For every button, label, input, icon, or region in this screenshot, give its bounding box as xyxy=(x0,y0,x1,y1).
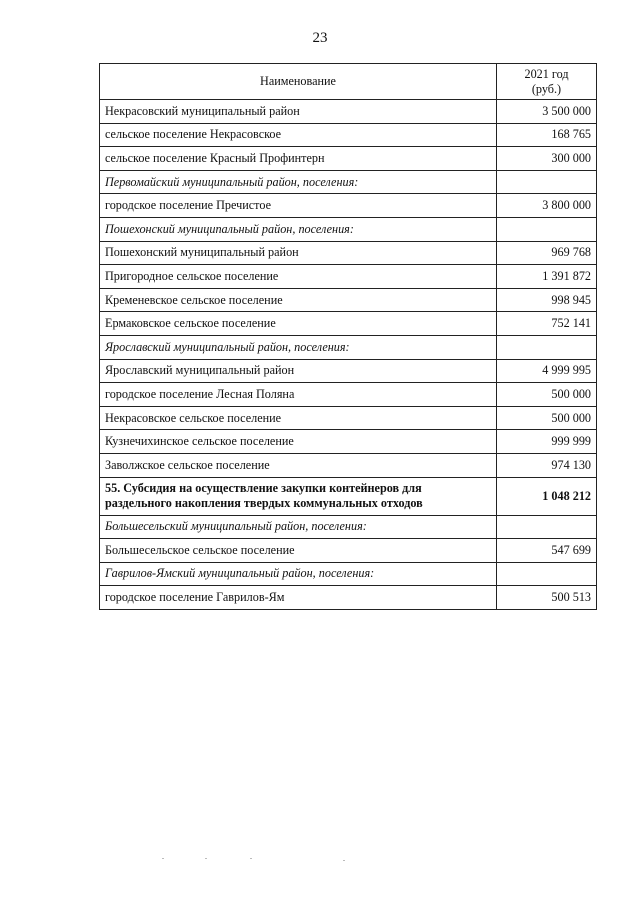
row-value: 1 391 872 xyxy=(497,265,597,289)
row-value: 300 000 xyxy=(497,147,597,171)
page-number: 23 xyxy=(312,30,328,46)
scan-speck xyxy=(162,858,164,859)
group-header-row xyxy=(100,515,597,539)
group-name: Первомайский муниципальный район, поселения: xyxy=(100,170,497,194)
subsidy-total: 1 048 212 xyxy=(497,477,597,515)
row-value: 500 000 xyxy=(497,383,597,407)
group-name: Гаврилов-Ямский муниципальный район, поселения: xyxy=(100,562,497,586)
row-value: 969 768 xyxy=(497,241,597,265)
table-row xyxy=(100,288,597,312)
row-name: сельское поселение Красный Профинтерн xyxy=(100,147,497,171)
table-row xyxy=(100,100,597,124)
subsidy-table xyxy=(99,63,597,610)
row-name: Заволжское сельское поселение xyxy=(100,453,497,477)
row-value: 168 765 xyxy=(497,123,597,147)
subsidy-title: 55. Субсидия на осуществление закупки контейнеров для раздельного накопления твердых коммунальных отходов xyxy=(100,477,497,515)
group-header-row xyxy=(100,217,597,241)
row-value: 500 513 xyxy=(497,586,597,610)
table-row xyxy=(100,539,597,563)
row-name: Кременевское сельское поселение xyxy=(100,288,497,312)
row-name: Ермаковское сельское поселение xyxy=(100,312,497,336)
group-name: Ярославский муниципальный район, поселения: xyxy=(100,335,497,359)
table-row xyxy=(100,265,597,289)
table-row xyxy=(100,586,597,610)
group-header-row xyxy=(100,170,597,194)
row-name: Пошехонский муниципальный район xyxy=(100,241,497,265)
row-value xyxy=(497,170,597,194)
table-row xyxy=(100,312,597,336)
table-row xyxy=(100,147,597,171)
group-header-row xyxy=(100,562,597,586)
row-name: сельское поселение Некрасовское xyxy=(100,123,497,147)
row-value: 999 999 xyxy=(497,430,597,454)
row-value: 3 500 000 xyxy=(497,100,597,124)
row-value: 974 130 xyxy=(497,453,597,477)
header-year xyxy=(497,64,597,100)
table-row xyxy=(100,383,597,407)
table-row xyxy=(100,430,597,454)
table-row xyxy=(100,123,597,147)
row-name: Некрасовское сельское поселение xyxy=(100,406,497,430)
subsidy-section-row xyxy=(100,477,597,515)
table-row xyxy=(100,194,597,218)
row-value: 752 141 xyxy=(497,312,597,336)
row-name: городское поселение Гаврилов-Ям xyxy=(100,586,497,610)
row-value: 4 999 995 xyxy=(497,359,597,383)
row-name: Пригородное сельское поселение xyxy=(100,265,497,289)
row-value: 500 000 xyxy=(497,406,597,430)
row-value xyxy=(497,515,597,539)
row-value: 998 945 xyxy=(497,288,597,312)
scan-speck xyxy=(205,858,207,859)
group-header-row xyxy=(100,335,597,359)
group-name: Большесельский муниципальный район, поселения: xyxy=(100,515,497,539)
row-name: Кузнечихинское сельское поселение xyxy=(100,430,497,454)
row-name: Большесельское сельское поселение xyxy=(100,539,497,563)
table-row xyxy=(100,453,597,477)
row-value xyxy=(497,562,597,586)
row-name: Ярославский муниципальный район xyxy=(100,359,497,383)
table-row xyxy=(100,359,597,383)
row-value: 3 800 000 xyxy=(497,194,597,218)
group-name: Пошехонский муниципальный район, поселения: xyxy=(100,217,497,241)
header-name: Наименование xyxy=(100,64,497,100)
scan-speck xyxy=(343,860,345,861)
header-unit-label: (руб.) xyxy=(531,81,562,96)
header-year-label: 2021 год xyxy=(524,66,569,81)
row-value xyxy=(497,217,597,241)
table-row xyxy=(100,241,597,265)
scan-speck xyxy=(250,858,252,859)
table-row xyxy=(100,406,597,430)
row-name: Некрасовский муниципальный район xyxy=(100,100,497,124)
row-name: городское поселение Пречистое xyxy=(100,194,497,218)
row-name: городское поселение Лесная Поляна xyxy=(100,383,497,407)
row-value: 547 699 xyxy=(497,539,597,563)
table-header-row xyxy=(100,64,597,100)
row-value xyxy=(497,335,597,359)
